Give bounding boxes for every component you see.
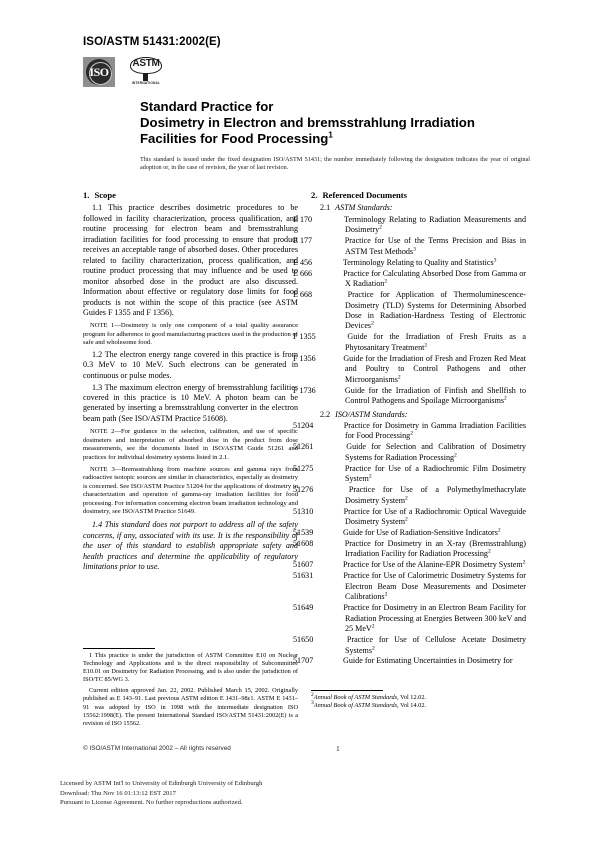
license-line-2: Download: Thu Nov 16 01:13:12 EST 2017: [60, 789, 176, 797]
footnote-ref: 3: [493, 257, 497, 264]
standard-title: Terminology Relating to Radiation Measurements and Dosimetry: [344, 214, 526, 235]
section-title: Referenced Documents: [322, 190, 408, 200]
logo-group: [83, 57, 163, 89]
standard-code: E 170: [293, 214, 313, 224]
footnote-3-volume: Vol 14.02.: [398, 702, 427, 710]
section-heading-referenced-documents: [311, 190, 526, 200]
list-item[interactable]: [293, 385, 526, 407]
standard-title: Guide for Estimating Uncertainties in Dosimetry for: [343, 656, 513, 666]
standard-code: 51276: [293, 485, 314, 495]
note-3-text: —Bremsstrahlung from machine sources and gamma rays from radioactive isotopic sources are similar in characteristics, especially as dosimetry is concerned. See ISO/ASTM Practice 51204 for the applications of dosimetry in characterization and operation of gamma-ray irradiation facilities for food processing. For information concerning electron beam irradiation technology and dosimetry, see ISO/ASTM Practice 51649.: [83, 465, 298, 515]
standard-title: Practice for Use of Cellulose Acetate Dosimetry Systems: [345, 635, 526, 655]
standard-title: Practice for Dosimetry in an X-ray (Bremsstrahlung) Irradiation Facility for Radiation Processing: [344, 539, 526, 559]
standard-code: E 177: [293, 236, 313, 246]
footnotes-right: [311, 691, 526, 710]
note-3: [83, 466, 298, 516]
standard-code: 51539: [293, 528, 314, 538]
footnote-rule-right: [311, 690, 383, 691]
standard-code: 51631: [293, 571, 314, 581]
column-left: [83, 190, 298, 573]
issue-statement: This standard is issued under the fixed designation ISO/ASTM 51431; the number immediately following the designation indicates the year of original adoption or, in the case of revision, the year of last revision.: [140, 156, 530, 172]
section-heading-scope: [83, 190, 298, 200]
astm-logo-letters: ASTM: [132, 58, 160, 69]
list-item[interactable]: [293, 527, 526, 538]
license-line-1: Licensed by ASTM Int'l to University of Edinburgh University of Edinburgh: [60, 780, 263, 787]
title-footnote-marker: 1: [328, 131, 333, 141]
list-item[interactable]: [293, 442, 526, 463]
footnote-2: [311, 691, 526, 702]
standard-code: E 456: [293, 257, 313, 267]
footnote-3-source: Annual Book of ASTM Standards,: [313, 702, 399, 710]
subsection-2-2: [320, 410, 526, 420]
list-item[interactable]: [293, 421, 526, 442]
section-number: 2.: [311, 190, 318, 200]
paragraph-1-3: 1.3 The maximum electron energy of bremsstrahlung facilities covered in this practice is 10 MeV. A photon beam can be generated by inserting a bremsstrahlung converter in the electron beam path (See ISO/ASTM Practice 51608).: [83, 382, 298, 423]
standard-title: Practice for Use of Calorimetric Dosimetry Systems for Electron Beam Dose Measurements and Dosimeter Calibrations: [343, 571, 526, 602]
list-item[interactable]: [293, 290, 526, 332]
subsection-2-1-title: ASTM Standards:: [335, 203, 393, 213]
section-number: 1.: [83, 190, 90, 200]
title-line-1: Standard Practice for: [140, 99, 274, 114]
license-notice: [60, 779, 262, 808]
standard-code: 51310: [293, 506, 314, 516]
standard-title: Practice for Dosimetry in Gamma Irradiation Facilities for Food Processing: [343, 421, 526, 441]
footnote-ref: 2: [371, 320, 374, 327]
standard-code: 51204: [293, 421, 314, 431]
note-1-text: —Dosimetry is only one component of a total quality assurance program for adherence to good manufacturing practices used in the production of safe and wholesome food.: [83, 322, 298, 347]
note-1: [83, 322, 298, 347]
list-item[interactable]: [293, 559, 526, 570]
iso-logo: [83, 57, 115, 87]
standard-title: Terminology Relating to Quality and Statistics: [342, 257, 494, 267]
note-1-label: NOTE 1: [90, 322, 115, 330]
title-line-3: [140, 131, 540, 147]
standard-title: Guide for Selection and Calibration of Dosimetry Systems for Radiation Processing: [345, 442, 526, 462]
title-line-3-text: Facilities for Food Processing: [140, 131, 329, 147]
note-2-label: NOTE 2: [90, 428, 115, 436]
footnote-ref: 2: [504, 395, 507, 402]
footnote-ref: 2: [371, 623, 375, 630]
copyright-notice: © ISO/ASTM International 2002 – All rights reserved: [83, 745, 231, 752]
footnote-3-marker: 3: [311, 700, 314, 706]
list-item[interactable]: [293, 635, 526, 656]
list-item[interactable]: [293, 506, 526, 528]
standard-title: Practice for Use of a Polymethylmethacrylate Dosimetry System: [345, 485, 527, 505]
standard-code: F 1736: [293, 385, 316, 395]
note-2: [83, 428, 298, 462]
standard-title: Practice for Use of the Terms Precision and Bias in ASTM Test Methods: [344, 236, 526, 256]
standard-code: 51261: [293, 442, 314, 452]
footnote-2-source: Annual Book of ASTM Standards,: [313, 694, 399, 701]
footnote-ref: 2: [405, 495, 408, 501]
list-item[interactable]: [293, 236, 526, 257]
standard-title: Guide for the Irradiation of Fresh Fruits as a Phytosanitary Treatment: [345, 332, 526, 352]
iso-astm-standards-list: [293, 421, 527, 667]
standard-title: Guide for the Irradiation of Fresh and Frozen Red Meat and Poultry to Control Pathogens and other Microorganisms: [343, 353, 527, 384]
standard-title: Practice for Application of Thermoluminescence-Dosimetry (TLD) Systems for Determining Absorbed Dose in Radiation-Hardness Testing of Electronic Devices: [345, 290, 526, 331]
subsection-2-1: [320, 203, 526, 213]
footnote-ref: 2: [372, 644, 375, 651]
footnote-ref: 2: [424, 342, 428, 349]
standard-title: Guide for the Irradiation of Finfish and Shellfish to Control Pathogens and Spoilage Microorganisms: [344, 385, 526, 406]
paragraph-1-1: 1.1 This practice describes dosimetric procedures to be followed in facility characterization, process qualification, and routine processing for electron beam and bremsstrahlung irradiation facilities for food processing to ensure that product receives an acceptable range of absorbed doses. Other procedures related to facility characterization, process qualification, and routine product processing that may influence and be used to monitor absorbed dose in the product are also discussed. Information about effective or regulatory dose limits for food products is not within the scope of this practice (see ASTM Guides F 1355 and F 1356).: [83, 203, 298, 317]
footnote-ref: 2: [410, 430, 413, 437]
license-line-3: Pursuant to License Agreement. No further reproductions authorized.: [60, 799, 243, 807]
list-item[interactable]: [293, 257, 526, 268]
standard-code: F 1356: [293, 353, 316, 363]
standard-title: Practice for Use of the Alanine-EPR Dosimetry System: [343, 560, 523, 570]
standard-code: E 666: [293, 268, 313, 278]
astm-standards-list: [293, 214, 527, 407]
footnote-ref: 2: [384, 591, 388, 598]
list-item[interactable]: [293, 353, 527, 385]
footnote-2-marker: 2: [311, 691, 314, 698]
footnote-rule-left: [83, 648, 155, 649]
list-item[interactable]: [293, 463, 526, 485]
footnote-ref: 2: [384, 278, 388, 285]
footnote-3: [311, 702, 526, 710]
document-number: ISO/ASTM 51431:2002(E): [83, 36, 221, 48]
column-right: [293, 190, 527, 667]
standard-code: 51707: [293, 656, 314, 666]
standard-title: Guide for Use of Radiation-Sensitive Indicators: [343, 528, 498, 538]
standard-code: 51649: [293, 603, 314, 613]
footnote-ref: 2: [405, 516, 408, 523]
footnote-ref: 2: [379, 224, 382, 231]
page-number: 1: [336, 744, 340, 753]
standard-code: F 1355: [293, 332, 316, 342]
list-item[interactable]: [293, 571, 526, 602]
astm-logo: [129, 57, 163, 89]
standard-title: Practice for Calculating Absorbed Dose from Gamma or X Radiation: [343, 268, 526, 289]
list-item[interactable]: [293, 539, 526, 560]
note-3-label: NOTE 3: [90, 465, 115, 473]
page-title: [140, 99, 540, 148]
list-item[interactable]: [293, 214, 526, 236]
footnotes-left: [83, 652, 298, 728]
standard-title: Practice for Use of a Radiochromic Film Dosimetry System: [344, 463, 526, 484]
subsection-2-1-number: 2.1: [320, 203, 331, 213]
footnote-ref: 2: [397, 374, 401, 381]
list-item[interactable]: [293, 485, 527, 506]
footnote-ref: 3: [413, 246, 416, 253]
footnote-ref: 2: [487, 548, 491, 555]
standard-code: 51275: [293, 463, 314, 473]
list-item[interactable]: [293, 268, 526, 290]
note-2-text: —For guidance in the selection, calibration, and use of specific dosimeters and interpretation of absorbed dose in the product from dose measurements, see the documents listed in ISO/ASTM Guide 51261 and practices for individual dosimetry systems listed in 2.1.: [83, 428, 298, 461]
standard-code: 51608: [293, 539, 314, 548]
list-item[interactable]: [293, 603, 526, 634]
footnote-ref: 2: [454, 452, 457, 459]
footnote-ref: 2: [497, 527, 501, 534]
standard-code: E 668: [293, 290, 313, 300]
paragraph-1-2: 1.2 The electron energy range covered in this practice is from 0.3 MeV to 10 MeV. Such electrons can be generated in continuous or pulse modes.: [83, 349, 298, 380]
standard-title: Practice for Dosimetry in an Electron Beam Facility for Radiation Processing at Energies Between 300 keV and 25 MeV: [343, 603, 526, 634]
list-item[interactable]: [293, 332, 526, 353]
standard-code: 51650: [293, 635, 314, 645]
section-title: Scope: [94, 190, 116, 200]
footnote-2-volume: Vol 12.02.: [398, 694, 427, 701]
footnote-1: 1 This practice is under the jurisdiction of ASTM Committee E10 on Nuclear Technology and Applications and is the direct responsibility of Subcommittee E10.01 on Dosimetry for Radiation Processing, and is also under the jurisdiction of ISO/TC 85/WG 3.: [83, 652, 298, 684]
footnote-ref: 2: [522, 559, 526, 566]
subsection-2-2-title: ISO/ASTM Standards:: [335, 409, 408, 419]
footnote-ref: 2: [368, 473, 372, 480]
standard-code: 51607: [293, 560, 314, 570]
standard-title: Practice for Use of a Radiochromic Optical Waveguide Dosimetry System: [343, 506, 526, 527]
paragraph-1-4: 1.4 This standard does not purport to address all of the safety concerns, if any, associated with its use. It is the responsibility of the user of this standard to establish appropriate safety and health practices and determine the applicability of regulatory limitations prior to use.: [83, 520, 298, 572]
astm-logo-subtext: INTERNATIONAL: [131, 81, 161, 85]
iso-logo-wordmark: ISO: [89, 65, 109, 79]
subsection-2-2-number: 2.2: [320, 409, 331, 419]
astm-logo-stem: [143, 74, 148, 81]
title-line-2: Dosimetry in Electron and bremsstrahlung Irradiation: [140, 115, 475, 131]
footnote-current-edition: Current edition approved Jan. 22, 2002. Published March 15, 2002. Originally published as E 143–91. Last previous ASTM edition E 1431–98ε1. ASTM E 1431–91 was adopted by ISO in 1998 with the intermediate designation ISO 15562:1998(E). The present International Standard ISO/ASTM 51431:2002(E) is a revision of ISO 15562.: [83, 687, 298, 727]
list-item[interactable]: [293, 656, 526, 666]
